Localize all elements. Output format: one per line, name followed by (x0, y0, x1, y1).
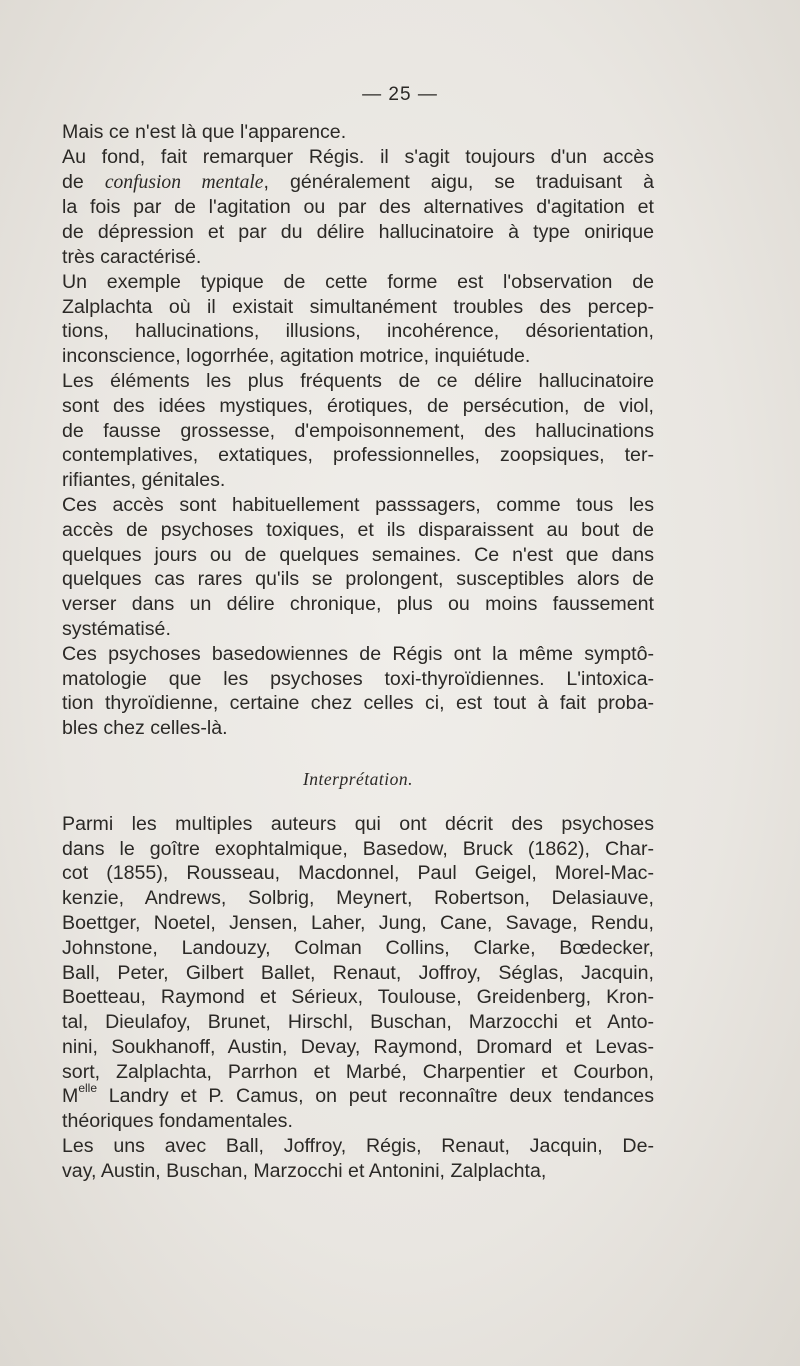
text-line: vay, Austin, Buschan, Marzocchi et Antonini, Zalplachta, (62, 1159, 547, 1182)
paragraph (62, 1134, 654, 1184)
paragraph (62, 270, 654, 369)
text-line: verser dans un délire chronique, plus ou moins faussement (62, 593, 654, 616)
superscript: elle (78, 1081, 98, 1096)
text-section-before (62, 120, 654, 741)
text-line: Johnstone, Landouzy, Colman Collins, Clarke, Bœdecker, (62, 936, 654, 959)
text-line: quelques cas rares qu'ils se prolongent, susceptibles alors de (62, 568, 654, 591)
text-line: Zalplachta où il existait simultanément troubles des percep- (62, 295, 654, 318)
text-line: Un exemple typique de cette forme est l'observation de (62, 270, 654, 293)
text-line: la fois par de l'agitation ou par des alternatives d'agitation et (62, 196, 654, 219)
text-line: quelques jours ou de quelques semaines. Ce n'est que dans (62, 543, 654, 566)
paragraph (62, 145, 654, 270)
text-line: sort, Zalplachta, Parrhon et Marbé, Charpentier et Courbon, (62, 1060, 654, 1083)
text-line: Ball, Peter, Gilbert Ballet, Renaut, Joffroy, Séglas, Jacquin, (62, 961, 654, 984)
text-line: Parmi les multiples auteurs qui ont décrit des psychoses (62, 812, 654, 835)
text-section-after (62, 812, 654, 1184)
paragraph (62, 120, 654, 145)
text-line: nini, Soukhanoff, Austin, Devay, Raymond, Dromard et Levas- (62, 1035, 654, 1058)
text-line: matologie que les psychoses toxi-thyroïdiennes. L'intoxica- (62, 667, 654, 690)
text-line: Au fond, fait remarquer Régis. il s'agit toujours d'un accès (62, 145, 654, 168)
text-line: Mais ce n'est là que l'apparence. (62, 121, 347, 143)
text-line: de fausse grossesse, d'empoisonnement, des hallucinations (62, 419, 654, 442)
page-number: — 25 — (362, 84, 438, 105)
text-line: $M^{elle}$ Landry et P. Camus, on peut reconnaître deux tendances (62, 1081, 654, 1108)
text-line: kenzie, Andrews, Solbrig, Meynert, Robertson, Delasiauve, (62, 887, 654, 910)
text-line: Les uns avec Ball, Joffroy, Régis, Renaut, Jacquin, De- (62, 1135, 654, 1158)
body-text (62, 120, 654, 1184)
text-line: cot (1855), Rousseau, Macdonnel, Paul Geigel, Morel-Mac- (62, 862, 654, 885)
text-line: de confusion mentale, généralement aigu, se traduisant à (62, 170, 654, 193)
text-line: de dépression et par du délire hallucinatoire à type onirique (62, 221, 654, 244)
text-line: Boettger, Noetel, Jensen, Laher, Jung, Cane, Savage, Rendu, (62, 911, 654, 934)
paragraph (62, 642, 654, 741)
text-line: rifiantes, génitales. (62, 469, 226, 492)
paragraph (62, 493, 654, 642)
section-heading: Interprétation. (302, 768, 414, 789)
text-line: tal, Dieulafoy, Brunet, Hirschl, Buschan, Marzocchi et Anto- (62, 1011, 654, 1034)
text-line: Ces psychoses basedowiennes de Régis ont la même symptô- (62, 642, 654, 665)
text-line: contemplatives, extatiques, professionnelles, zoopsiques, ter- (62, 444, 654, 467)
text-line: très caractérisé. (62, 245, 202, 268)
text-line: inconscience, logorrhée, agitation motrice, inquiétude. (62, 345, 531, 368)
text-line: théoriques fondamentales. (62, 1110, 293, 1133)
paragraph (62, 812, 654, 1134)
text-line: tions, hallucinations, illusions, incohérence, désorientation, (62, 320, 654, 343)
text-line: systématisé. (62, 617, 171, 640)
text-line: bles chez celles-là. (62, 717, 228, 740)
text-line: dans le goître exophtalmique, Basedow, Bruck (1862), Char- (62, 837, 654, 860)
text-line: accès de psychoses toxiques, et ils disparaissent au bout de (62, 518, 654, 541)
text-line: Boetteau, Raymond et Sérieux, Toulouse, Greidenberg, Kron- (62, 986, 654, 1009)
italic-phrase: confusion mentale (104, 171, 264, 193)
text-line: Les éléments les plus fréquents de ce délire hallucinatoire (62, 369, 654, 392)
text-line: tion thyroïdienne, certaine chez celles ci, est tout à fait proba- (62, 692, 654, 715)
text-line: Ces accès sont habituellement passsagers, comme tous les (62, 493, 654, 516)
text-line: sont des idées mystiques, érotiques, de persécution, de viol, (62, 394, 654, 417)
paragraph (62, 369, 654, 493)
